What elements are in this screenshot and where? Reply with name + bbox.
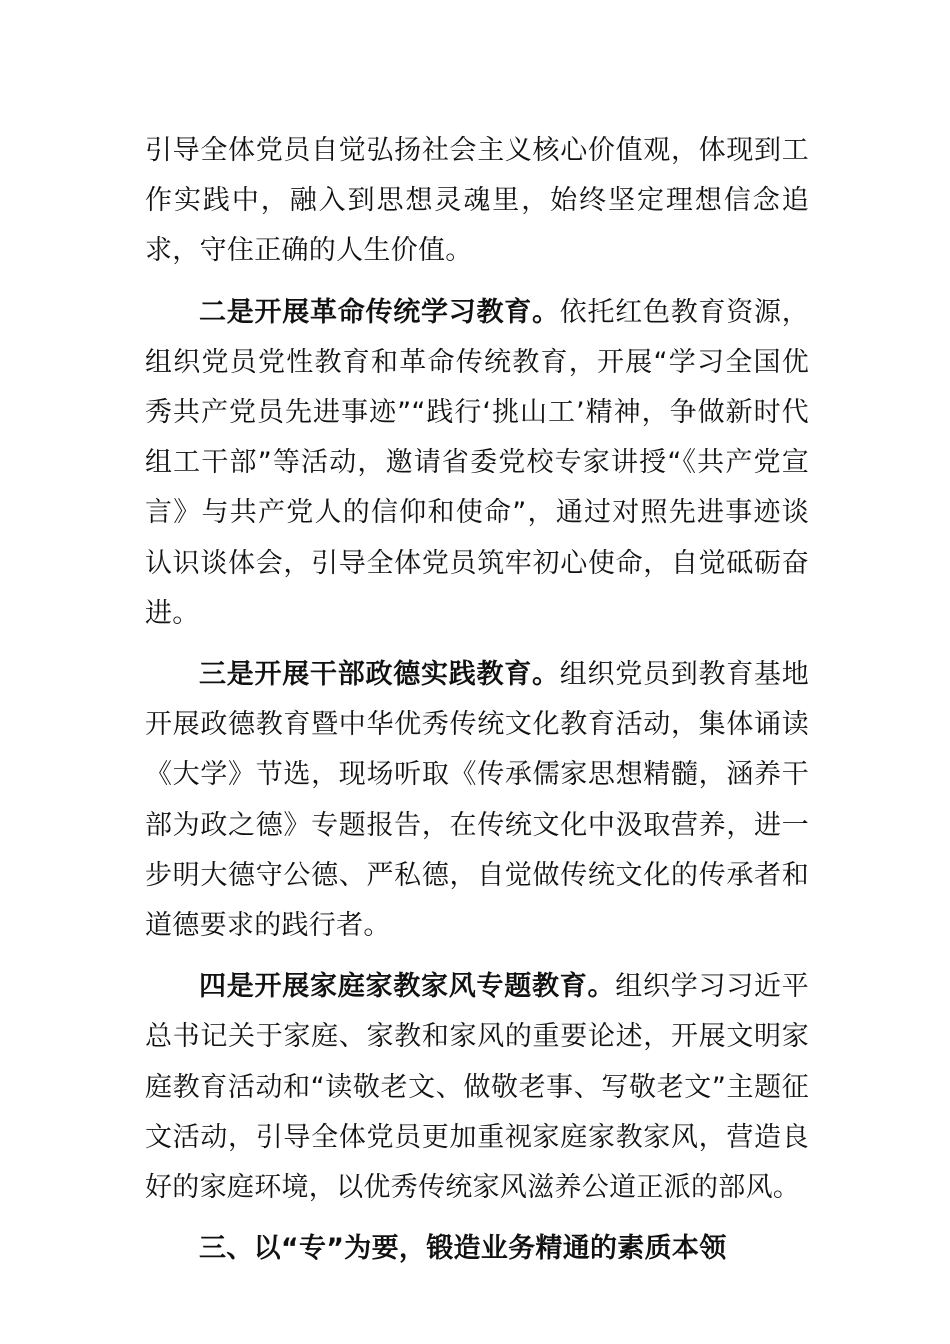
paragraph-political-ethics — [145, 650, 809, 951]
document-body — [145, 126, 809, 1274]
paragraph-text: 组织党员到教育基地开展政德教育暨中华优秀传统文化教育活动，集体诵读《大学》节选，现场听取《传承儒家思想精髓，涵养干部为政之德》专题报告，在传统文化中汲取营养，进一步明大德守公德、严私德，自觉做传统文化的传承者和道德要求的践行者。 — [145, 659, 809, 942]
paragraph-family-education — [145, 962, 809, 1213]
paragraph-text: 引导全体党员自觉弘扬社会主义核心价值观，体现到工作实践中，融入到思想灵魂里，始终坚定理想信念追求，守住正确的人生价值。 — [145, 135, 809, 267]
paragraph-text: 组织学习习近平总书记关于家庭、家教和家风的重要论述，开展文明家庭教育活动和“读敬老文、做敬老事、写敬老文”主题征文活动，引导全体党员更加重视家庭家教家风，营造良好的家庭环境，以优秀传统家风滋养公道正派的部风。 — [145, 971, 810, 1204]
paragraph-text: 依托红色教育资源，组织党员党性教育和革命传统教育，开展“学习全国优秀共产党员先进事迹”“践行‘挑山工’精神，争做新时代组工干部”等活动，邀请省委党校专家讲授“《共产党宣言》与共产党人的信仰和使命”，通过对照先进事迹谈认识谈体会，引导全体党员筑牢初心使命，自觉砥砺奋进。 — [145, 296, 809, 629]
paragraph-continuation — [145, 126, 809, 277]
section-heading: 三、以“专”为要，锻造业务精通的素质本领 — [199, 1233, 727, 1265]
paragraph-lead: 四是开展家庭家教家风专题教育。 — [199, 971, 616, 1003]
paragraph-lead: 三是开展干部政德实践教育。 — [199, 659, 560, 691]
paragraph-lead: 二是开展革命传统学习教育。 — [199, 296, 560, 328]
paragraph-revolutionary-tradition — [145, 288, 809, 639]
